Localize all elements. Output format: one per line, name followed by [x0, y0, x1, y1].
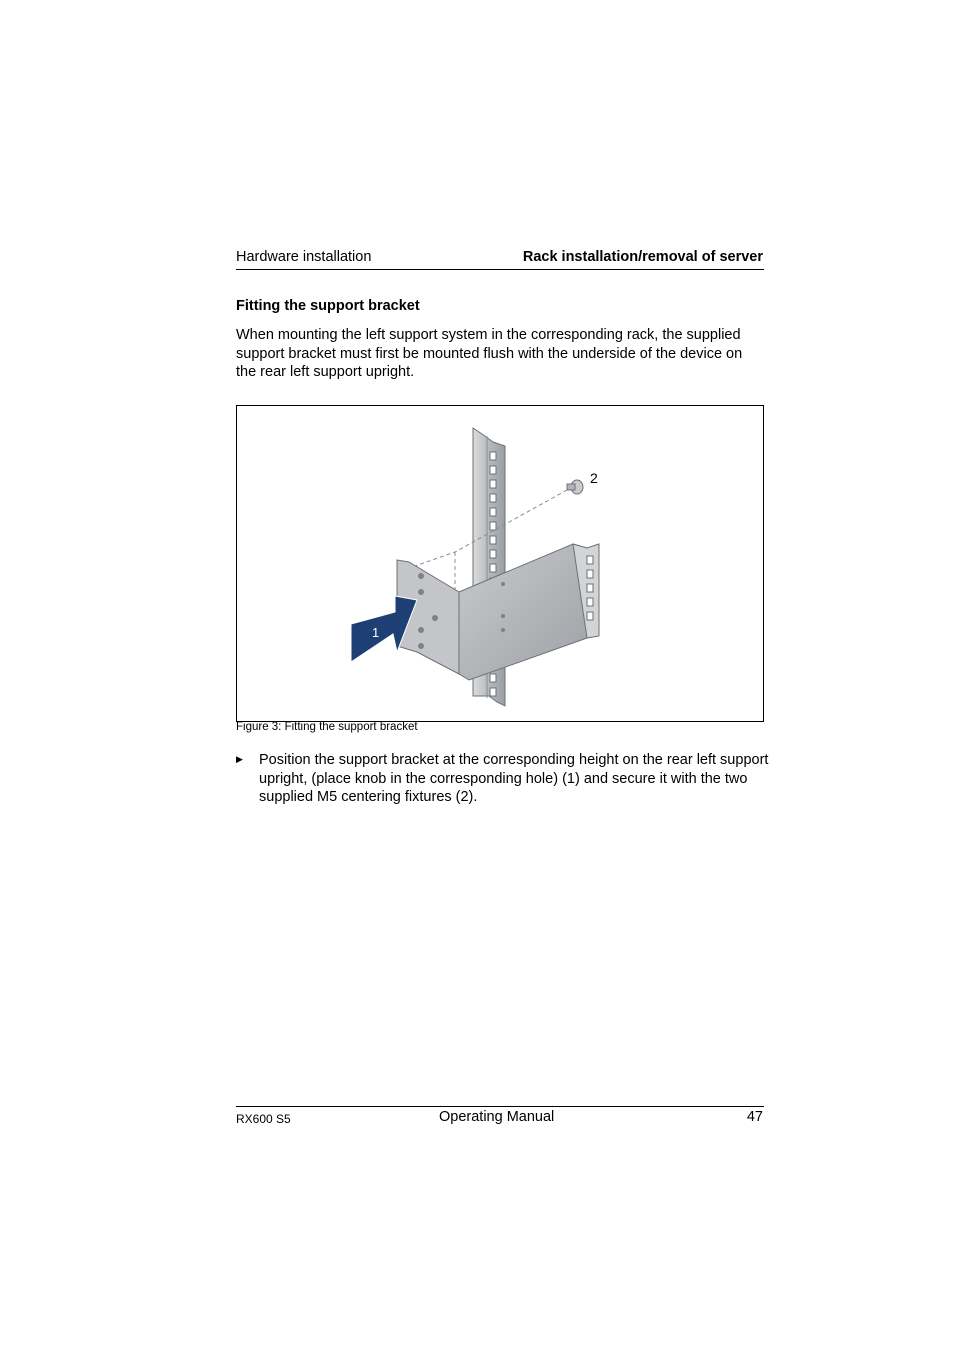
figure-caption: Figure 3: Fitting the support bracket: [236, 721, 418, 733]
page-number: 47: [746, 1109, 763, 1125]
footer-rule: [236, 1106, 764, 1107]
support-bracket-illustration: [237, 406, 763, 721]
intro-paragraph: When mounting the left support system in the corresponding rack, the supplied support bracket must first be mounted flush with the underside of the device on the rear left support upright.: [236, 327, 743, 380]
header-section: Rack installation/removal of server: [522, 249, 763, 265]
bullet-icon: ▶: [236, 754, 243, 764]
header-chapter: Hardware installation: [236, 249, 372, 265]
figure-frame: [236, 405, 764, 722]
instruction-text: Position the support bracket at the corresponding height on the rear left support upright, (place knob in the corresponding hole) (1) and secure it with the two supplied M5 centering fixtures (2).: [259, 752, 769, 805]
footer-title: Operating Manual: [439, 1109, 555, 1125]
footer-model: RX600 S5: [236, 1112, 291, 1126]
callout-2: 2: [590, 470, 598, 486]
callout-1: 1: [372, 625, 380, 640]
header-rule: [236, 269, 764, 270]
screw-icon: [567, 480, 583, 494]
section-title: Fitting the support bracket: [236, 298, 420, 314]
